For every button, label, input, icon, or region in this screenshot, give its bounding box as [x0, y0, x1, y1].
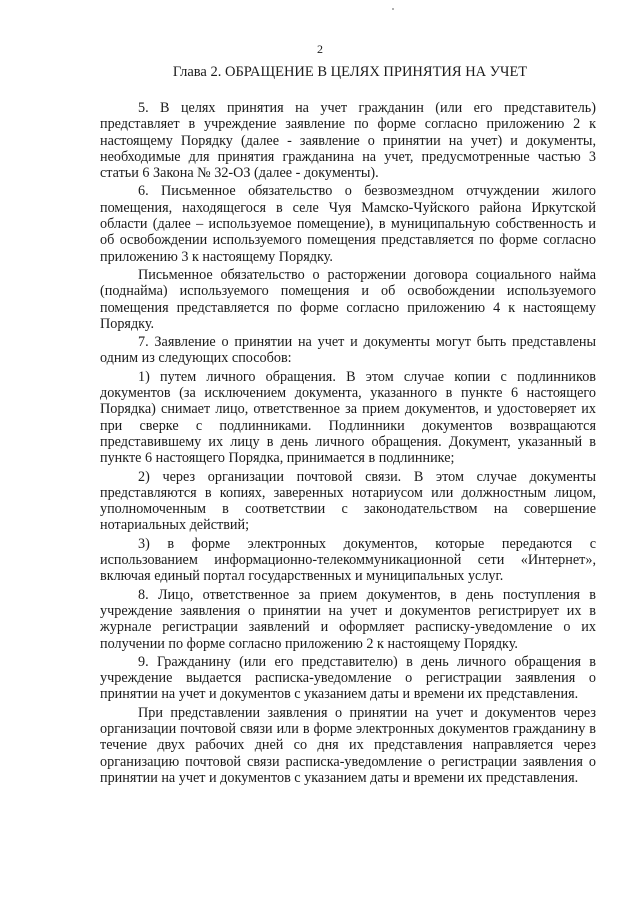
- document-body: [100, 100, 596, 788]
- paragraph-5: 5. В целях принятия на учет гражданин (или его представитель) представляет в учреждение заявление по форме согласно приложению 2 к настоящему Порядку (далее - заявление о принятии на учет) и документы, необходимые для принятия гражданина на учет, предусмотренные частью 3 статьи 6 Закона № 32-ОЗ (далее - документы).: [100, 100, 596, 182]
- paragraph-7-item-1: 1) путем личного обращения. В этом случае копии с подлинников документов (за исключением документа, указанного в пункте 6 настоящего Порядка) снимает лицо, ответственное за прием документов, и удостоверяет их при сверке с подлинниками. Подлинники документов возвращаются представившему их лицу в день личного обращения. Документ, указанный в пункте 6 настоящего Порядка, принимается в подлиннике;: [100, 368, 596, 467]
- paragraph-8: 8. Лицо, ответственное за прием документов, в день поступления в учреждение заявления о принятии на учет и документов регистрирует их в журнале регистрации заявлений и оформляет расписку-уведомление о их получении по форме согласно приложению 2 к настоящему Порядку.: [100, 586, 596, 652]
- paragraph-9-continued: При представлении заявления о принятии на учет и документов через организации почтовой связи или в форме электронных документов гражданину в течение двух рабочих дней со дня их представления направляется через организацию почтовой связи расписка-уведомление о регистрации заявления о принятии на учет и документов с указанием даты и времени их представления.: [100, 704, 596, 786]
- paragraph-6: 6. Письменное обязательство о безвозмездном отчуждении жилого помещения, находящегося в селе Чуя Мамско-Чуйского района Иркутской области (далее – используемое помещение), в муниципальную собственность и об освобождении используемого помещения представляется по форме согласно приложению 3 к настоящему Порядку.: [100, 183, 596, 265]
- page-number: 2: [317, 42, 323, 56]
- chapter-heading: Глава 2. ОБРАЩЕНИЕ В ЦЕЛЯХ ПРИНЯТИЯ НА УЧЕТ: [172, 64, 528, 80]
- paragraph-9: 9. Гражданину (или его представителю) в день личного обращения в учреждение выдается расписка-уведомление о регистрации заявления о принятии на учет и документов с указанием даты и времени их представления.: [100, 653, 596, 703]
- scan-speck: [392, 8, 394, 10]
- paragraph-7-item-2: 2) через организации почтовой связи. В этом случае документы представляются в копиях, заверенных нотариусом или должностным лицом, уполномоченным в соответствии с законодательством на совершение нотариальных действий;: [100, 468, 596, 534]
- paragraph-7: 7. Заявление о принятии на учет и документы могут быть представлены одним из следующих способов:: [100, 334, 596, 367]
- paragraph-6-continued: Письменное обязательство о расторжении договора социального найма (поднайма) используемого помещения и об освобождении используемого помещения представляется по форме согласно приложению 4 к настоящему Порядку.: [100, 266, 596, 332]
- paragraph-7-item-3: 3) в форме электронных документов, которые передаются с использованием информационно-телекоммуникационной сети «Интернет», включая единый портал государственных и муниципальных услуг.: [100, 535, 596, 585]
